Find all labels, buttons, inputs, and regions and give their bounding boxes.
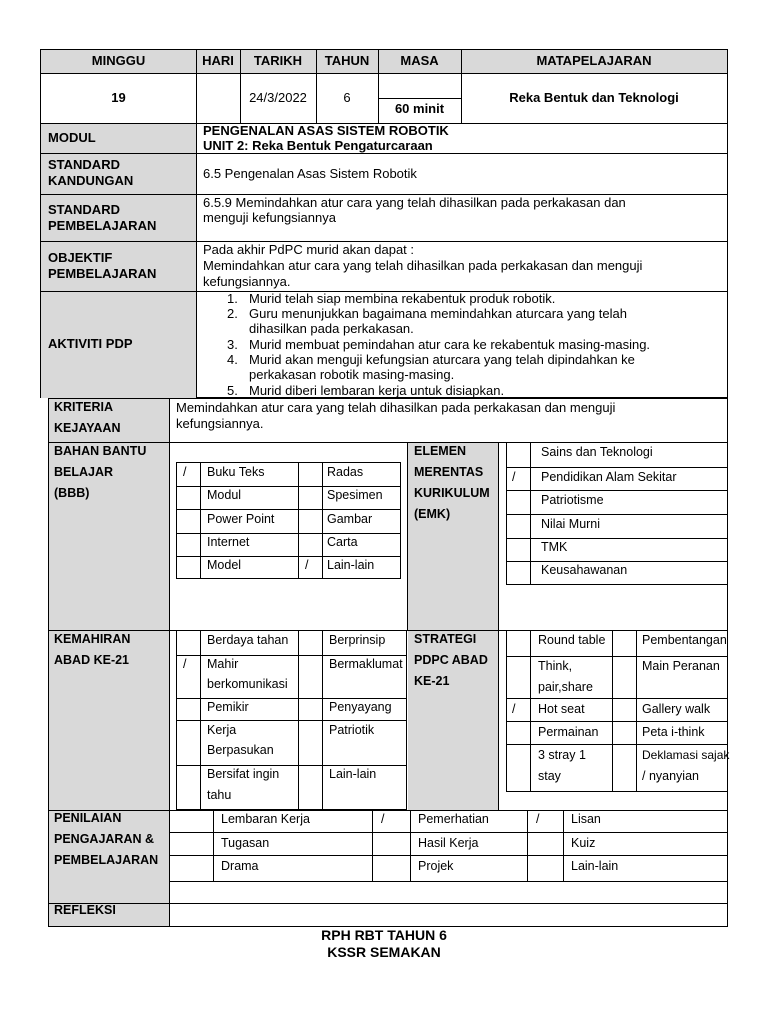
modul-unit: UNIT 2: Reka Bentuk Pengaturcaraan — [203, 138, 433, 153]
emk-label-2: MERENTAS — [414, 465, 484, 479]
abad-label-1: KEMAHIRAN — [54, 632, 131, 646]
abad-item: Lain-lain — [329, 767, 377, 781]
minggu-value: 19 — [111, 90, 126, 105]
strategi-item: Think, — [538, 659, 573, 673]
standard-kandungan-label-1: STANDARD — [48, 157, 120, 172]
bbb-item: Power Point — [207, 512, 275, 526]
emk-label-3: KURIKULUM — [414, 486, 490, 500]
abad-item: Mahir — [207, 657, 239, 671]
penilaian-item: Projek — [418, 859, 454, 873]
abad-item: Bermaklumat — [329, 657, 403, 671]
penilaian-item: Tugasan — [221, 836, 270, 850]
penilaian-label-2: PENGAJARAN & — [54, 832, 155, 846]
standard-pembelajaran-label-1: STANDARD — [48, 202, 120, 217]
bbb-item: Gambar — [327, 512, 373, 526]
strategi-item: Hot seat — [538, 702, 585, 716]
bbb-item: Internet — [207, 535, 250, 549]
bbb-mark: / — [305, 558, 309, 572]
tahun-value: 6 — [343, 90, 351, 105]
abad-mark: / — [183, 657, 187, 671]
masa-value: 60 minit — [394, 101, 445, 116]
tarikh-value: 24/3/2022 — [249, 90, 307, 105]
matapelajaran-value: Reka Bentuk dan Teknologi — [509, 90, 679, 105]
header-matapelajaran-label: MATAPELAJARAN — [536, 53, 652, 68]
objektif-line-2: Memindahkan atur cara yang telah dihasilkan pada perkakasan dan menguji — [203, 258, 643, 273]
emk-item: Nilai Murni — [541, 517, 601, 531]
header-tahun-label: TAHUN — [324, 53, 370, 68]
standard-pembelajaran-label-2: PEMBELAJARAN — [48, 218, 157, 233]
penilaian-label-3: PEMBELAJARAN — [54, 853, 159, 867]
strategi-item: Gallery walk — [642, 702, 711, 716]
aktiviti-item: 4. Murid akan menguji kefungsian aturcara yang telah dipindahkan ke perkakasan robotik masing-masing. — [227, 352, 635, 382]
penilaian-label-1: PENILAIAN — [54, 811, 122, 825]
abad-item: Kerja — [207, 723, 237, 737]
emk-item: Patriotisme — [541, 493, 604, 507]
penilaian-item: Hasil Kerja — [418, 836, 479, 850]
aktiviti-item: 2. Guru menunjukkan bagaimana memindahkan aturcara yang telah dihasilkan pada perkakasan. — [227, 306, 627, 336]
modul-title: PENGENALAN ASAS SISTEM ROBOTIK — [203, 123, 449, 138]
bbb-item: Lain-lain — [327, 558, 375, 572]
abad-label-2: ABAD KE-21 — [54, 653, 130, 667]
standard-pembelajaran-line-1: 6.5.9 Memindahkan atur cara yang telah dihasilkan pada perkakasan dan — [203, 195, 626, 210]
bbb-item: Spesimen — [327, 488, 383, 502]
objektif-line-1: Pada akhir PdPC murid akan dapat : — [203, 242, 415, 257]
objektif-label-2: PEMBELAJARAN — [48, 266, 157, 281]
penilaian-item: Kuiz — [571, 836, 596, 850]
bbb-label-3: (BBB) — [54, 486, 90, 500]
abad-item: Berdaya tahan — [207, 633, 289, 647]
penilaian-item: Lembaran Kerja — [221, 812, 310, 826]
bbb-item: Carta — [327, 535, 358, 549]
abad-item: Patriotik — [329, 723, 375, 737]
abad-item-cont: Berpasukan — [207, 743, 274, 757]
penilaian-item: Lisan — [571, 812, 601, 826]
penilaian-mark: / — [381, 812, 385, 826]
kriteria-label-1: KRITERIA — [54, 400, 114, 414]
strategi-item: Round table — [538, 633, 606, 647]
bbb-item: Radas — [327, 465, 364, 479]
strategi-label-2: PDPC ABAD — [414, 653, 488, 667]
bbb-item: Modul — [207, 488, 242, 502]
standard-pembelajaran-line-2: menguji kefungsiannya — [203, 210, 336, 225]
abad-item-cont: berkomunikasi — [207, 677, 288, 691]
strategi-item: 3 stray 1 — [538, 748, 586, 762]
bbb-mark: / — [183, 465, 187, 479]
bbb-label-2: BELAJAR — [54, 465, 114, 479]
strategi-item: Permainan — [538, 725, 599, 739]
aktiviti-item: 3. Murid membuat pemindahan atur cara ke rekabentuk masing-masing. — [227, 337, 651, 352]
header-minggu-label: MINGGU — [91, 53, 146, 68]
abad-item: Berprinsip — [329, 633, 386, 647]
emk-mark: / — [512, 470, 516, 484]
abad-item-cont: tahu — [207, 788, 232, 802]
emk-item: Keusahawanan — [541, 563, 628, 577]
abad-item: Penyayang — [329, 700, 392, 714]
emk-item: Sains dan Teknologi — [541, 445, 653, 459]
standard-kandungan-label-2: KANDUNGAN — [48, 173, 134, 188]
penilaian-item: Drama — [221, 859, 259, 873]
strategi-item-cont: stay — [538, 769, 561, 783]
strategi-item: Peta i-think — [642, 725, 705, 739]
abad-item: Pemikir — [207, 700, 249, 714]
strategi-item: Pembentangan — [642, 633, 727, 647]
kriteria-line-1: Memindahkan atur cara yang telah dihasilkan pada perkakasan dan menguji — [176, 400, 616, 415]
refleksi-label: REFLEKSI — [54, 903, 116, 917]
bbb-item: Model — [207, 558, 242, 572]
standard-kandungan-value: 6.5 Pengenalan Asas Sistem Robotik — [203, 166, 417, 181]
bbb-item: Buku Teks — [207, 465, 265, 479]
kriteria-label-2: KEJAYAAN — [54, 421, 121, 435]
penilaian-mark: / — [536, 812, 540, 826]
bbb-label-1: BAHAN BANTU — [54, 444, 147, 458]
header-masa-label: MASA — [400, 53, 439, 68]
emk-label-1: ELEMEN — [414, 444, 467, 458]
modul-label: MODUL — [48, 130, 96, 145]
emk-item: TMK — [541, 540, 568, 554]
footer-title: RPH RBT TAHUN 6 — [321, 927, 447, 943]
penilaian-item: Lain-lain — [571, 859, 619, 873]
strategi-item-cont: pair,share — [538, 680, 593, 694]
strategi-label-3: KE-21 — [414, 674, 450, 688]
emk-item: Pendidikan Alam Sekitar — [541, 470, 677, 484]
strategi-item: Main Peranan — [642, 659, 720, 673]
kriteria-line-2: kefungsiannya. — [176, 416, 264, 431]
strategi-mark: / — [512, 702, 516, 716]
strategi-item: Deklamasi sajak — [642, 748, 730, 762]
aktiviti-item: 1. Murid telah siap membina rekabentuk produk robotik. — [227, 291, 556, 306]
abad-item: Bersifat ingin — [207, 767, 280, 781]
penilaian-item: Pemerhatian — [418, 812, 489, 826]
objektif-line-3: kefungsiannya. — [203, 274, 291, 289]
aktiviti-label: AKTIVITI PDP — [48, 336, 133, 351]
footer-subtitle: KSSR SEMAKAN — [327, 944, 441, 960]
emk-label-4: (EMK) — [414, 507, 451, 521]
header-tarikh-label: TARIKH — [253, 53, 303, 68]
strategi-label-1: STRATEGI — [414, 632, 477, 646]
aktiviti-item: 5. Murid diberi lembaran kerja untuk disiapkan. — [227, 383, 505, 398]
header-hari-label: HARI — [202, 53, 234, 68]
strategi-item-cont: / nyanyian — [642, 769, 699, 783]
objektif-label-1: OBJEKTIF — [48, 250, 113, 265]
